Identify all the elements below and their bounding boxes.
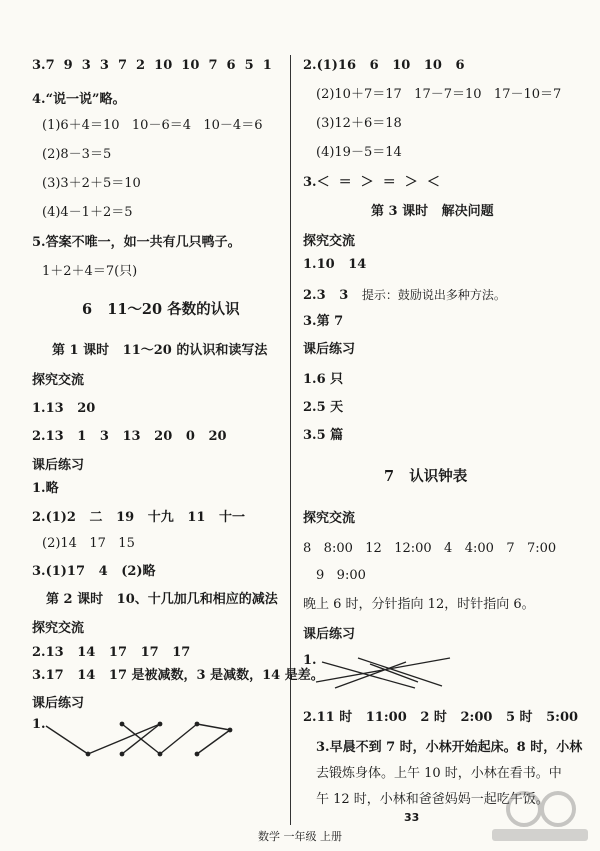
match-label: 1. <box>32 717 46 732</box>
answer-line: 4.“说一说”略。 <box>32 92 126 107</box>
section-label: 课后练习 <box>32 696 85 711</box>
page-number: 33 <box>404 811 420 824</box>
answer-line: 1.6 只 <box>303 372 344 387</box>
answer-line: 2.13 1 3 13 20 0 20 <box>32 429 227 444</box>
answer-line: (2)14 17 15 <box>42 536 135 551</box>
answer-line <box>303 287 506 304</box>
answer-line: 午 12 时，小林和爸爸妈妈一起吃午饭。 <box>316 792 549 807</box>
answer-line: 3.＜ ＝ ＞ ＝ ＞ ＜ <box>303 175 440 190</box>
answer-line: 去锻炼身体。上午 10 时，小林在看书。中 <box>316 766 562 781</box>
matching-lines-right <box>310 652 460 696</box>
lesson-title: 第 3 课时 解决问题 <box>371 204 494 219</box>
hint-text: 提示：鼓励说出多种方法。 <box>361 288 506 302</box>
chapter-title: 6 11～20 各数的认识 <box>82 301 240 318</box>
answer-line: 8 8:00 12 12:00 4 4:00 7 7:00 <box>303 541 557 556</box>
answer-line: 9 9:00 <box>316 568 366 583</box>
answer-line: 2.13 14 17 17 17 <box>32 645 191 660</box>
section-label: 探究交流 <box>32 621 85 636</box>
column-divider <box>290 55 291 825</box>
chapter-title: 7 认识钟表 <box>384 468 468 485</box>
answer-line: 2.(1)16 6 10 10 6 <box>303 58 465 73</box>
answer-line: 2.5 天 <box>303 400 344 415</box>
answer-line: 3.7 9 3 3 7 2 10 10 7 6 5 1 <box>32 58 272 73</box>
lesson-title: 第 2 课时 10、十几加几和相应的减法 <box>46 592 278 607</box>
answer-line: 5.答案不唯一，如一共有几只鸭子。 <box>32 235 241 250</box>
answer-line <box>316 740 582 756</box>
answer-line: 1.13 20 <box>32 401 96 416</box>
answer-line: (1)6＋4＝10 10－6＝4 10－4＝6 <box>42 118 263 133</box>
answer-line: (3)3＋2＋5＝10 <box>42 176 141 191</box>
answer-line: 3.17 14 17 是被减数，3 是减数，14 是差。 <box>32 668 324 683</box>
answer-line: 2.11 时 11:00 2 时 2:00 5 时 5:00 <box>303 710 579 725</box>
section-label: 课后练习 <box>303 627 356 642</box>
answer-line: 1.10 14 <box>303 257 367 272</box>
section-label: 探究交流 <box>303 234 356 249</box>
page-footer: 数学 一年级 上册 <box>258 830 342 843</box>
section-label: 探究交流 <box>32 373 85 388</box>
section-label: 探究交流 <box>303 511 356 526</box>
answer-line: 晚上 6 时，分针指向 12，时针指向 6。 <box>303 597 535 612</box>
answer-line: 2.(1)2 二 19 十九 11 十一 <box>32 510 246 525</box>
lesson-title: 第 1 课时 11～20 的认识和读写法 <box>52 343 268 358</box>
answer-text: 3.早晨不到 7 时，小林开始起床。8 时，小林 <box>316 740 583 755</box>
answer-line: (4)19－5＝14 <box>316 145 402 160</box>
watermark-logo-icon <box>484 789 594 847</box>
answer-line: 3.第 7 <box>303 314 344 329</box>
match-label: 1. <box>303 653 317 668</box>
answer-line: (3)12＋6＝18 <box>316 116 402 131</box>
answer-line: 1＋2＋4＝7(只) <box>42 264 138 279</box>
answer-line: (2)8－3＝5 <box>42 147 112 162</box>
section-label: 课后练习 <box>303 342 356 357</box>
answer-line: 3.5 篇 <box>303 428 344 443</box>
answer-line: (4)4－1＋2＝5 <box>42 205 133 220</box>
matching-lines-left <box>40 716 240 764</box>
section-label: 课后练习 <box>32 458 85 473</box>
answer-numbers: 2.3 3 <box>303 288 362 303</box>
answer-line: (2)10＋7＝17 17－7＝10 17－10＝7 <box>316 87 562 102</box>
answer-line: 3.(1)17 4 (2)略 <box>32 564 156 579</box>
answer-line: 1.略 <box>32 481 59 496</box>
